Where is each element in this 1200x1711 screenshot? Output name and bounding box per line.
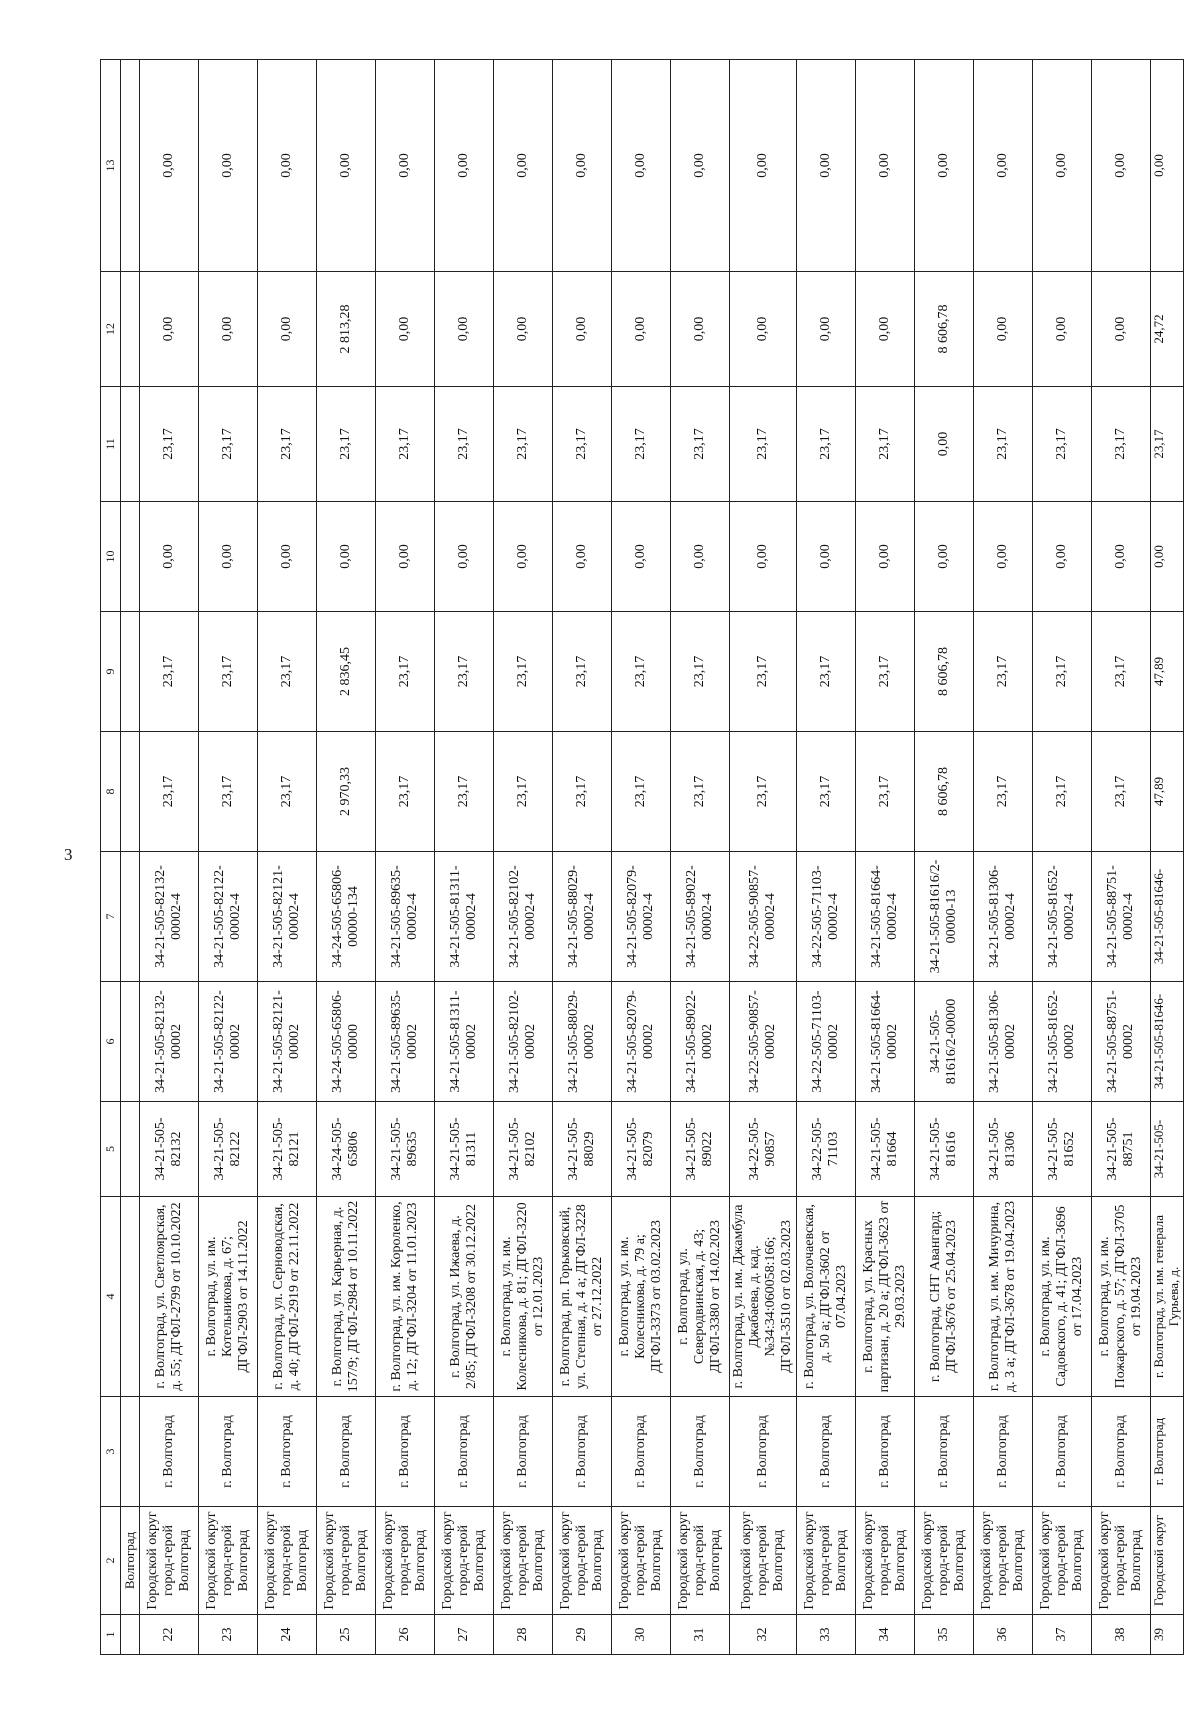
value-13: 0,00: [1092, 60, 1151, 272]
value-11: 23,17: [199, 387, 258, 502]
value-8: 23,17: [376, 732, 435, 852]
table-row: [730, 60, 797, 1655]
municipality: Городской округ город-герой Волгоград: [140, 1507, 199, 1615]
municipality: Городской округ город-герой Волгоград: [797, 1507, 856, 1615]
value-9: 8 606,78: [915, 612, 974, 732]
row-number: 23: [199, 1615, 258, 1655]
code-6: 34-21-505-82079-00002: [612, 982, 671, 1102]
table-body: [101, 60, 1184, 1655]
row-number: 27: [435, 1615, 494, 1655]
locality: г. Волгоград: [671, 1397, 730, 1507]
value-10: 0,00: [1092, 502, 1151, 612]
locality: г. Волгоград: [797, 1397, 856, 1507]
value-13: 0,00: [915, 60, 974, 272]
col-num: 4: [101, 1197, 121, 1397]
address: г. Волгоград, ул. им. Мичурина, д. 3 а; ДГФЛ-3678 от 19.04.2023: [974, 1197, 1033, 1397]
value-9: 23,17: [494, 612, 553, 732]
value-12: 0,00: [730, 272, 797, 387]
value-8: 23,17: [1033, 732, 1092, 852]
address: г. Волгоград, ул. им. Короленко, д. 12; ДГФЛ-3204 от 11.01.2023: [376, 1197, 435, 1397]
cell: Волгоград: [121, 1507, 140, 1615]
value-13: 0,00: [797, 60, 856, 272]
address: г. Волгоград, ул. Северодвинская, д. 43; ДГФЛ-3380 от 14.02.2023: [671, 1197, 730, 1397]
cell: [121, 852, 140, 982]
code-5: 34-21-505-: [1151, 1102, 1184, 1197]
table-row: [856, 60, 915, 1655]
row-number: 22: [140, 1615, 199, 1655]
continuation-row: [121, 60, 140, 1655]
address: г. Волгоград, ул. Серноводская, д. 40; ДГФЛ-2919 от 22.11.2022: [258, 1197, 317, 1397]
municipality: Городской округ город-герой Волгоград: [435, 1507, 494, 1615]
value-10: 0,00: [258, 502, 317, 612]
code-6: 34-21-505-81664-00002: [856, 982, 915, 1102]
locality: г. Волгоград: [199, 1397, 258, 1507]
value-12: 0,00: [140, 272, 199, 387]
address: г. Волгоград, ул. им. Садовского, д. 41; ДГФЛ-3696 от 17.04.2023: [1033, 1197, 1092, 1397]
value-11: 23,17: [974, 387, 1033, 502]
code-5: 34-21-505-89635: [376, 1102, 435, 1197]
code-7: 34-21-505-88029-00002-4: [553, 852, 612, 982]
row-number: 29: [553, 1615, 612, 1655]
value-8: 23,17: [494, 732, 553, 852]
value-9: 23,17: [1033, 612, 1092, 732]
value-11: 23,17: [317, 387, 376, 502]
code-5: 34-21-505-88029: [553, 1102, 612, 1197]
code-6: 34-21-505-81652-00002: [1033, 982, 1092, 1102]
code-5: 34-21-505-81311: [435, 1102, 494, 1197]
cell: [121, 1397, 140, 1507]
row-number: 35: [915, 1615, 974, 1655]
cell: [121, 272, 140, 387]
locality: г. Волгоград: [856, 1397, 915, 1507]
cell: [121, 1102, 140, 1197]
code-6: 34-21-505-81616/2-00000: [915, 982, 974, 1102]
code-5: 34-22-505-71103: [797, 1102, 856, 1197]
code-5: 34-21-505-82121: [258, 1102, 317, 1197]
value-8: 23,17: [974, 732, 1033, 852]
value-10: 0,00: [856, 502, 915, 612]
value-9: 23,17: [797, 612, 856, 732]
address: г. Волгоград, СНТ Авангард; ДГФЛ-3676 от 25.04.2023: [915, 1197, 974, 1397]
value-9: 23,17: [730, 612, 797, 732]
code-6: 34-21-505-82122-00002: [199, 982, 258, 1102]
value-11: 23,17: [376, 387, 435, 502]
page-number: 3: [64, 845, 73, 864]
value-9: 23,17: [199, 612, 258, 732]
code-5: 34-21-505-81306: [974, 1102, 1033, 1197]
col-num: 1: [101, 1615, 121, 1655]
code-7: 34-21-505-89022-00002-4: [671, 852, 730, 982]
table-row: [553, 60, 612, 1655]
code-6: 34-22-505-90857-00002: [730, 982, 797, 1102]
value-13: 0,00: [317, 60, 376, 272]
code-5: 34-21-505-82132: [140, 1102, 199, 1197]
code-7: 34-22-505-90857-00002-4: [730, 852, 797, 982]
cell: [121, 1197, 140, 1397]
locality: г. Волгоград: [553, 1397, 612, 1507]
code-7: 34-21-505-81311-00002-4: [435, 852, 494, 982]
value-11: 23,17: [435, 387, 494, 502]
value-9: 47,89: [1151, 612, 1184, 732]
municipality: Городской округ город-герой Волгоград: [974, 1507, 1033, 1615]
value-10: 0,00: [1033, 502, 1092, 612]
code-6: 34-21-505-82132-00002: [140, 982, 199, 1102]
cell: [121, 612, 140, 732]
municipality: Городской округ город-герой Волгоград: [199, 1507, 258, 1615]
code-5: 34-21-505-82122: [199, 1102, 258, 1197]
code-6: 34-21-505-81646-: [1151, 982, 1184, 1102]
locality: г. Волгоград: [1151, 1397, 1184, 1507]
code-6: 34-21-505-82121-00002: [258, 982, 317, 1102]
address: г. Волгоград, ул. Ижаева, д. 2/85; ДГФЛ-3208 от 30.12.2022: [435, 1197, 494, 1397]
value-12: 0,00: [612, 272, 671, 387]
code-7: 34-22-505-71103-00002-4: [797, 852, 856, 982]
row-number: 30: [612, 1615, 671, 1655]
address: г. Волгоград, рп. Горьковский, ул. Степная, д. 4 а; ДГФЛ-3228 от 27.12.2022: [553, 1197, 612, 1397]
value-12: 0,00: [856, 272, 915, 387]
table-row: [1033, 60, 1092, 1655]
code-7: 34-21-505-82121-00002-4: [258, 852, 317, 982]
municipality: Городской округ город-герой Волгоград: [317, 1507, 376, 1615]
table-row: [974, 60, 1033, 1655]
row-number: 36: [974, 1615, 1033, 1655]
table-row: [376, 60, 435, 1655]
cell: [121, 387, 140, 502]
address: г. Волгоград, ул. Волочаевская, д. 50 а; ДГФЛ-3602 от 07.04.2023: [797, 1197, 856, 1397]
address: г. Волгоград, ул. им. Колесникова, д. 79 а; ДГФЛ-3373 от 03.02.2023: [612, 1197, 671, 1397]
locality: г. Волгоград: [915, 1397, 974, 1507]
code-5: 34-24-505-65806: [317, 1102, 376, 1197]
value-8: 23,17: [797, 732, 856, 852]
value-9: 23,17: [258, 612, 317, 732]
rotated-table-container: [100, 60, 1182, 1655]
value-13: 0,00: [140, 60, 199, 272]
code-5: 34-21-505-82102: [494, 1102, 553, 1197]
code-7: 34-21-505-81306-00002-4: [974, 852, 1033, 982]
code-6: 34-21-505-81311-00002: [435, 982, 494, 1102]
value-11: 23,17: [856, 387, 915, 502]
value-12: 0,00: [1092, 272, 1151, 387]
value-8: 23,17: [553, 732, 612, 852]
value-9: 23,17: [553, 612, 612, 732]
table-row: [140, 60, 199, 1655]
row-number: 32: [730, 1615, 797, 1655]
code-7: 34-21-505-82132-00002-4: [140, 852, 199, 982]
locality: г. Волгоград: [612, 1397, 671, 1507]
code-6: 34-21-505-88029-00002: [553, 982, 612, 1102]
municipality: Городской округ: [1151, 1507, 1184, 1615]
row-number: 25: [317, 1615, 376, 1655]
table-row: [258, 60, 317, 1655]
value-12: 0,00: [974, 272, 1033, 387]
municipality: Городской округ город-герой Волгоград: [553, 1507, 612, 1615]
code-5: 34-22-505-90857: [730, 1102, 797, 1197]
table-row: [1151, 60, 1184, 1655]
code-6: 34-21-505-88751-00002: [1092, 982, 1151, 1102]
code-7: 34-21-505-81616/2-00000-13: [915, 852, 974, 982]
value-12: 0,00: [553, 272, 612, 387]
code-7: 34-21-505-82079-00002-4: [612, 852, 671, 982]
value-11: 23,17: [553, 387, 612, 502]
address: г. Волгоград, ул. им. Пожарского, д. 57; ДГФЛ-3705 от 19.04.2023: [1092, 1197, 1151, 1397]
municipality: Городской округ город-герой Волгоград: [494, 1507, 553, 1615]
locality: г. Волгоград: [974, 1397, 1033, 1507]
value-12: 0,00: [435, 272, 494, 387]
municipality: Городской округ город-герой Волгоград: [915, 1507, 974, 1615]
value-13: 0,00: [553, 60, 612, 272]
locality: г. Волгоград: [376, 1397, 435, 1507]
table-row: [1092, 60, 1151, 1655]
value-11: 23,17: [730, 387, 797, 502]
row-number: 39: [1151, 1615, 1184, 1655]
code-5: 34-21-505-82079: [612, 1102, 671, 1197]
value-8: 2 970,33: [317, 732, 376, 852]
value-9: 23,17: [612, 612, 671, 732]
table-row: [494, 60, 553, 1655]
value-9: 23,17: [1092, 612, 1151, 732]
code-7: 34-21-505-82102-00002-4: [494, 852, 553, 982]
value-10: 0,00: [915, 502, 974, 612]
value-11: 23,17: [797, 387, 856, 502]
value-9: 23,17: [140, 612, 199, 732]
locality: г. Волгоград: [730, 1397, 797, 1507]
locality: г. Волгоград: [1033, 1397, 1092, 1507]
value-13: 0,00: [974, 60, 1033, 272]
code-7: 34-21-505-88751-00002-4: [1092, 852, 1151, 982]
value-8: 23,17: [1092, 732, 1151, 852]
col-num: 9: [101, 612, 121, 732]
code-6: 34-21-505-89635-00002: [376, 982, 435, 1102]
row-number: 24: [258, 1615, 317, 1655]
locality: г. Волгоград: [258, 1397, 317, 1507]
col-num: 11: [101, 387, 121, 502]
code-5: 34-21-505-89022: [671, 1102, 730, 1197]
data-table: [100, 59, 1184, 1655]
row-number: 33: [797, 1615, 856, 1655]
value-10: 0,00: [494, 502, 553, 612]
value-12: 0,00: [494, 272, 553, 387]
value-10: 0,00: [553, 502, 612, 612]
address: г. Волгоград, ул. им. Колесникова, д. 81; ДГФЛ-3220 от 12.01.2023: [494, 1197, 553, 1397]
value-10: 0,00: [199, 502, 258, 612]
locality: г. Волгоград: [435, 1397, 494, 1507]
value-13: 0,00: [671, 60, 730, 272]
cell: [121, 60, 140, 272]
row-number: 34: [856, 1615, 915, 1655]
row-number: 26: [376, 1615, 435, 1655]
value-10: 0,00: [140, 502, 199, 612]
value-13: 0,00: [856, 60, 915, 272]
value-12: 0,00: [671, 272, 730, 387]
value-8: 47,89: [1151, 732, 1184, 852]
value-9: 23,17: [671, 612, 730, 732]
value-12: 0,00: [1033, 272, 1092, 387]
municipality: Городской округ город-герой Волгоград: [730, 1507, 797, 1615]
value-8: 23,17: [199, 732, 258, 852]
code-5: 34-21-505-88751: [1092, 1102, 1151, 1197]
col-num: 13: [101, 60, 121, 272]
address: г. Волгоград, ул. Светлоярская, д. 55; ДГФЛ-2799 от 10.10.2022: [140, 1197, 199, 1397]
value-11: 23,17: [1151, 387, 1184, 502]
table-row: [671, 60, 730, 1655]
value-13: 0,00: [494, 60, 553, 272]
col-num: 6: [101, 982, 121, 1102]
value-10: 0,00: [797, 502, 856, 612]
value-10: 0,00: [376, 502, 435, 612]
locality: г. Волгоград: [494, 1397, 553, 1507]
municipality: Городской округ город-герой Волгоград: [671, 1507, 730, 1615]
cell: [121, 982, 140, 1102]
value-8: 8 606,78: [915, 732, 974, 852]
value-9: 23,17: [974, 612, 1033, 732]
value-8: 23,17: [730, 732, 797, 852]
address: г. Волгоград, ул. Карьерная, д. 157/9; ДГФЛ-2984 от 10.11.2022: [317, 1197, 376, 1397]
value-8: 23,17: [258, 732, 317, 852]
row-number: 28: [494, 1615, 553, 1655]
value-8: 23,17: [435, 732, 494, 852]
value-8: 23,17: [612, 732, 671, 852]
municipality: Городской округ город-герой Волгоград: [856, 1507, 915, 1615]
table-row: [435, 60, 494, 1655]
code-5: 34-21-505-81616: [915, 1102, 974, 1197]
value-12: 0,00: [199, 272, 258, 387]
value-9: 23,17: [856, 612, 915, 732]
value-10: 0,00: [435, 502, 494, 612]
table-row: [915, 60, 974, 1655]
locality: г. Волгоград: [317, 1397, 376, 1507]
code-5: 34-21-505-81664: [856, 1102, 915, 1197]
cell: [121, 732, 140, 852]
col-num: 12: [101, 272, 121, 387]
address: г. Волгоград, ул. им. Джамбула Джабаева, д. кад. №34:34:060058:166; ДГФЛ-3510 от 02.03.2023: [730, 1197, 797, 1397]
address: г. Волгоград, ул. им. генерала Гурьева, д.: [1151, 1197, 1184, 1397]
value-8: 23,17: [856, 732, 915, 852]
value-11: 0,00: [915, 387, 974, 502]
value-10: 0,00: [974, 502, 1033, 612]
table-row: [797, 60, 856, 1655]
value-10: 0,00: [1151, 502, 1184, 612]
row-number: 37: [1033, 1615, 1092, 1655]
municipality: Городской округ город-герой Волгоград: [258, 1507, 317, 1615]
value-11: 23,17: [671, 387, 730, 502]
code-6: 34-21-505-82102-00002: [494, 982, 553, 1102]
code-6: 34-21-505-81306-00002: [974, 982, 1033, 1102]
col-num: 10: [101, 502, 121, 612]
value-13: 0,00: [730, 60, 797, 272]
table-row: [612, 60, 671, 1655]
value-10: 0,00: [612, 502, 671, 612]
value-10: 0,00: [317, 502, 376, 612]
code-6: 34-21-505-89022-00002: [671, 982, 730, 1102]
value-8: 23,17: [671, 732, 730, 852]
value-12: 8 606,78: [915, 272, 974, 387]
code-7: 34-21-505-81652-00002-4: [1033, 852, 1092, 982]
code-7: 34-21-505-89635-00002-4: [376, 852, 435, 982]
municipality: Городской округ город-герой Волгоград: [612, 1507, 671, 1615]
code-6: 34-24-505-65806-00000: [317, 982, 376, 1102]
cell: [121, 502, 140, 612]
value-9: 23,17: [435, 612, 494, 732]
value-13: 0,00: [612, 60, 671, 272]
code-7: 34-21-505-82122-00002-4: [199, 852, 258, 982]
code-7: 34-21-505-81664-00002-4: [856, 852, 915, 982]
value-12: 0,00: [258, 272, 317, 387]
code-7: 34-21-505-81646-: [1151, 852, 1184, 982]
municipality: Городской округ город-герой Волгоград: [376, 1507, 435, 1615]
col-num: 3: [101, 1397, 121, 1507]
value-11: 23,17: [1033, 387, 1092, 502]
value-12: 24,72: [1151, 272, 1184, 387]
cell: [121, 1615, 140, 1655]
value-12: 0,00: [797, 272, 856, 387]
code-5: 34-21-505-81652: [1033, 1102, 1092, 1197]
value-12: 2 813,28: [317, 272, 376, 387]
value-13: 0,00: [199, 60, 258, 272]
value-10: 0,00: [671, 502, 730, 612]
value-11: 23,17: [1092, 387, 1151, 502]
col-num: 2: [101, 1507, 121, 1615]
locality: г. Волгоград: [1092, 1397, 1151, 1507]
municipality: Городской округ город-герой Волгоград: [1092, 1507, 1151, 1615]
value-11: 23,17: [494, 387, 553, 502]
row-number: 31: [671, 1615, 730, 1655]
value-11: 23,17: [258, 387, 317, 502]
table-row: [199, 60, 258, 1655]
code-6: 34-22-505-71103-00002: [797, 982, 856, 1102]
value-13: 0,00: [258, 60, 317, 272]
locality: г. Волгоград: [140, 1397, 199, 1507]
col-num: 7: [101, 852, 121, 982]
value-10: 0,00: [730, 502, 797, 612]
column-number-row: [101, 60, 121, 1655]
value-13: 0,00: [1151, 60, 1184, 272]
value-8: 23,17: [140, 732, 199, 852]
value-11: 23,17: [612, 387, 671, 502]
address: г. Волгоград, ул. им. Котельникова, д. 67; ДГФЛ-2903 от 14.11.2022: [199, 1197, 258, 1397]
col-num: 5: [101, 1102, 121, 1197]
value-13: 0,00: [1033, 60, 1092, 272]
value-11: 23,17: [140, 387, 199, 502]
value-12: 0,00: [376, 272, 435, 387]
col-num: 8: [101, 732, 121, 852]
code-7: 34-24-505-65806-00000-134: [317, 852, 376, 982]
municipality: Городской округ город-герой Волгоград: [1033, 1507, 1092, 1615]
table-row: [317, 60, 376, 1655]
row-number: 38: [1092, 1615, 1151, 1655]
address: г. Волгоград, ул. Красных партизан, д. 20 а; ДГФЛ-3623 от 29.03.2023: [856, 1197, 915, 1397]
value-13: 0,00: [435, 60, 494, 272]
value-13: 0,00: [376, 60, 435, 272]
value-9: 2 836,45: [317, 612, 376, 732]
value-9: 23,17: [376, 612, 435, 732]
